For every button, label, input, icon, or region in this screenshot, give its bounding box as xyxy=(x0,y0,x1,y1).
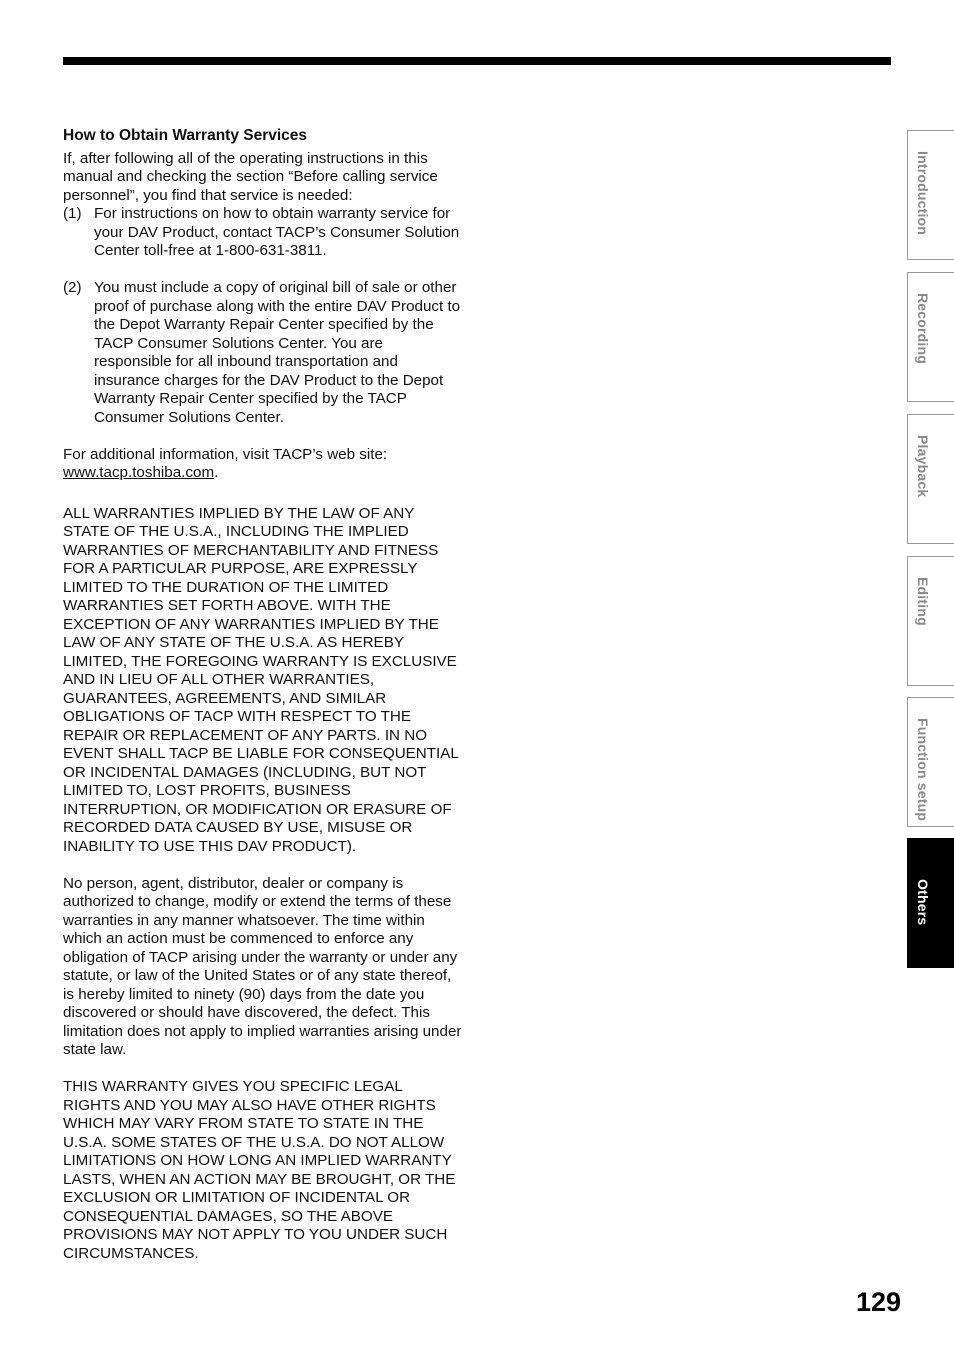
tab-editing[interactable] xyxy=(907,556,954,686)
tab-label: Editing xyxy=(915,577,931,626)
website-suffix: . xyxy=(214,464,219,481)
section-heading: How to Obtain Warranty Services xyxy=(63,127,308,144)
no-person-paragraph: No person, agent, distributor, dealer or company is authorized to change, modify or extend the terms of these warranties in any manner whatsoever. The time within which an action must be commenced to enforce any obligation of TACP arising under the warranty or under any statute, or law of the United States or of any state thereof, is hereby limited to ninety (90) days from the date you discovered or should have discovered, the defect. This limitation does not apply to implied warranties arising under state law. xyxy=(63,874,462,1058)
list-item-text: You must include a copy of original bill of sale or other proof of purchase along with the entire DAV Product to the Depot Warranty Repair Center specified by the TACP Consumer Solutions Center. You are responsible for all inbound transportation and insurance charges for the DAV Product to the Depot Warranty Repair Center specified by the TACP Consumer Solutions Center. xyxy=(94,279,461,426)
main-content xyxy=(63,127,463,1263)
page-number: 129 xyxy=(856,1287,902,1317)
tab-label: Function setup xyxy=(915,718,931,822)
list-item-text: For instructions on how to obtain warranty service for your DAV Product, contact TACP’s Consumer Solution Center toll-free at 1-800-631-3811. xyxy=(94,205,460,259)
tab-label: Recording xyxy=(915,293,931,365)
tab-playback[interactable] xyxy=(907,414,954,544)
tab-label: Introduction xyxy=(915,151,931,236)
additional-info xyxy=(63,446,463,483)
tab-introduction[interactable] xyxy=(907,130,954,260)
website-link[interactable]: www.tacp.toshiba.com xyxy=(63,464,215,481)
tab-recording[interactable] xyxy=(907,272,954,402)
warranty-disclaimer: ALL WARRANTIES IMPLIED BY THE LAW OF ANY STATE OF THE U.S.A., INCLUDING THE IMPLIED WARRANTIES OF MERCHANTABILITY AND FITNESS FOR A PARTICULAR PURPOSE, ARE EXPRESSLY LIMITED TO THE DURATION OF THE LIMITED WARRANTIES SET FORTH ABOVE. WITH THE EXCEPTION OF ANY WARRANTIES IMPLIED BY THE LAW OF ANY STATE OF THE U.S.A. AS HEREBY LIMITED, THE FOREGOING WARRANTY IS EXCLUSIVE AND IN LIEU OF ALL OTHER WARRANTIES, GUARANTEES, AGREEMENTS, AND SIMILAR OBLIGATIONS OF TACP WITH RESPECT TO THE REPAIR OR REPLACEMENT OF ANY PARTS. IN NO EVENT SHALL TACP BE LIABLE FOR CONSEQUENTIAL OR INCIDENTAL DAMAGES (INCLUDING, BUT NOT LIMITED TO, LOST PROFITS, BUSINESS INTERRUPTION, OR MODIFICATION OR ERASURE OF RECORDED DATA CAUSED BY USE, MISUSE OR INABILITY TO USE THIS DAV PRODUCT). xyxy=(63,504,459,855)
tab-function-setup[interactable] xyxy=(907,697,954,827)
list-item-number: (2) xyxy=(63,279,82,296)
list-item-number: (1) xyxy=(63,205,82,222)
intro-paragraph: If, after following all of the operating instructions in this manual and checking the section “Before calling service personnel”, you find that service is needed: xyxy=(63,149,438,204)
legal-rights-paragraph: THIS WARRANTY GIVES YOU SPECIFIC LEGAL RIGHTS AND YOU MAY ALSO HAVE OTHER RIGHTS WHICH MAY VARY FROM STATE TO STATE IN THE U.S.A. SOME STATES OF THE U.S.A. DO NOT ALLOW LIMITATIONS ON HOW LONG AN IMPLIED WARRANTY LASTS, WHEN AN ACTION MAY BE BROUGHT, OR THE EXCLUSION OR LIMITATION OF INCIDENTAL OR CONSEQUENTIAL DAMAGES, SO THE ABOVE PROVISIONS MAY NOT APPLY TO YOU UNDER SUCH CIRCUMSTANCES. xyxy=(63,1078,456,1262)
additional-info-text: For additional information, visit TACP’s web site: xyxy=(63,445,388,463)
list-item xyxy=(63,205,463,261)
list-item xyxy=(63,279,463,427)
tab-label: Others xyxy=(915,879,931,926)
tab-label: Playback xyxy=(915,435,931,498)
tab-others[interactable] xyxy=(907,838,954,968)
top-rule xyxy=(63,57,891,65)
